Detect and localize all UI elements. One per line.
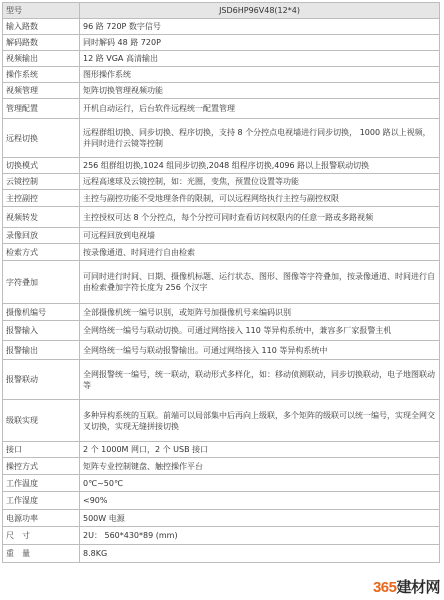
spec-label: 云镜控制 <box>3 174 80 190</box>
spec-value: 可同时进行时间、日期、摄像机标题、运行状态、图形、图像等字符叠加，按录像通道、时间进行自由检索叠加字符长度为 256 个汉字 <box>80 261 440 304</box>
spec-value: 主控授权可达 8 个分控点，每个分控可同时查看访问权限内的任意一路或多路视频 <box>80 207 440 228</box>
spec-row <box>3 51 440 67</box>
spec-label: 重 量 <box>3 545 80 563</box>
watermark-number: 365 <box>372 579 397 596</box>
spec-label: 接口 <box>3 442 80 458</box>
spec-value: 全部摄像机统一编号识别，或矩阵号加摄像机号来编码识别 <box>80 304 440 321</box>
spec-value: 远程高速球及云镜控制，如：光圈，变焦，预置位设置等功能 <box>80 174 440 190</box>
spec-value: 可远程回放到电视墙 <box>80 228 440 244</box>
spec-table <box>2 2 440 563</box>
spec-row <box>3 35 440 51</box>
spec-value: 开机自动运行，后台软件远程统一配置管理 <box>80 99 440 119</box>
spec-row <box>3 545 440 563</box>
spec-row <box>3 341 440 360</box>
spec-label: 操作系统 <box>3 67 80 83</box>
spec-label: 报警输出 <box>3 341 80 360</box>
spec-label: 报警输入 <box>3 321 80 341</box>
spec-label: 级联实现 <box>3 400 80 442</box>
spec-label: 工作湿度 <box>3 492 80 510</box>
spec-label: 尺 寸 <box>3 527 80 545</box>
spec-label: 管理配置 <box>3 99 80 119</box>
header-key: 型号 <box>3 3 80 19</box>
spec-row <box>3 119 440 158</box>
spec-sheet <box>2 2 440 563</box>
spec-row <box>3 442 440 458</box>
spec-row <box>3 244 440 261</box>
spec-value: 矩阵切换管理视频功能 <box>80 83 440 99</box>
spec-value: 2 个 1000M 网口，2 个 USB 接口 <box>80 442 440 458</box>
spec-value: 远程群组切换、同步切换、程序切换，支持 8 个分控点电视墙进行同步切换， 1000 路以上视频，并同时进行云镜等控制 <box>80 119 440 158</box>
spec-value: 96 路 720P 数字信号 <box>80 19 440 35</box>
spec-row <box>3 304 440 321</box>
spec-row <box>3 458 440 475</box>
spec-value: 2U： 560*430*89 (mm) <box>80 527 440 545</box>
watermark-text: 建材网 <box>396 579 440 596</box>
spec-label: 输入路数 <box>3 19 80 35</box>
spec-row <box>3 492 440 510</box>
spec-row <box>3 19 440 35</box>
spec-value: 矩阵专业控制键盘、触控操作平台 <box>80 458 440 475</box>
spec-row <box>3 67 440 83</box>
spec-label: 远程切换 <box>3 119 80 158</box>
spec-row <box>3 400 440 442</box>
spec-label: 摄像机编号 <box>3 304 80 321</box>
spec-row <box>3 83 440 99</box>
spec-value: 12 路 VGA 高清输出 <box>80 51 440 67</box>
spec-row <box>3 99 440 119</box>
spec-value: 图形操作系统 <box>80 67 440 83</box>
spec-row <box>3 261 440 304</box>
spec-label: 检索方式 <box>3 244 80 261</box>
spec-row <box>3 174 440 190</box>
spec-value: 多种异构系统的互联。前端可以局部集中后再向上级联，多个矩阵的级联可以统一编号，实现全网交叉切换，实现无缝拼接切换 <box>80 400 440 442</box>
spec-label: 电源功率 <box>3 510 80 527</box>
spec-value: 全网络统一编号与联动报警输出。可通过网络接入 110 等异构系统中 <box>80 341 440 360</box>
spec-value: 0℃~50℃ <box>80 475 440 492</box>
spec-label: 视频转发 <box>3 207 80 228</box>
spec-row <box>3 360 440 400</box>
spec-row <box>3 321 440 341</box>
spec-label: 主控副控 <box>3 190 80 207</box>
spec-label: 操控方式 <box>3 458 80 475</box>
spec-label: 报警联动 <box>3 360 80 400</box>
spec-value: 按录像通道、时间进行自由检索 <box>80 244 440 261</box>
spec-row <box>3 207 440 228</box>
spec-value: <90% <box>80 492 440 510</box>
spec-value: 500W 电源 <box>80 510 440 527</box>
spec-label: 字符叠加 <box>3 261 80 304</box>
spec-label: 工作温度 <box>3 475 80 492</box>
spec-label: 视频输出 <box>3 51 80 67</box>
spec-row <box>3 158 440 174</box>
spec-label: 视频管理 <box>3 83 80 99</box>
spec-value: 全网报警统一编号，统一联动，联动形式多样化，如：移动侦测联动，同步切换联动，电子地图联动等 <box>80 360 440 400</box>
site-watermark <box>373 576 440 597</box>
header-row <box>3 3 440 19</box>
spec-label: 解码路数 <box>3 35 80 51</box>
spec-row <box>3 190 440 207</box>
spec-value: 主控与副控功能不受地理条件的限制，可以远程网络执行主控与副控权限 <box>80 190 440 207</box>
header-value: JSD6HP96V48(12*4) <box>80 3 440 19</box>
spec-value: 同时解码 48 路 720P <box>80 35 440 51</box>
spec-value: 全网络统一编号与联动切换。可通过网络接入 110 等异构系统中，兼容多厂家报警主机 <box>80 321 440 341</box>
spec-row <box>3 510 440 527</box>
spec-row <box>3 475 440 492</box>
spec-row <box>3 228 440 244</box>
spec-label: 录像回放 <box>3 228 80 244</box>
spec-value: 256 组群组切换,1024 组同步切换,2048 组程序切换,4096 路以上报警联动切换 <box>80 158 440 174</box>
spec-value: 8.8KG <box>80 545 440 563</box>
spec-label: 切换模式 <box>3 158 80 174</box>
spec-row <box>3 527 440 545</box>
